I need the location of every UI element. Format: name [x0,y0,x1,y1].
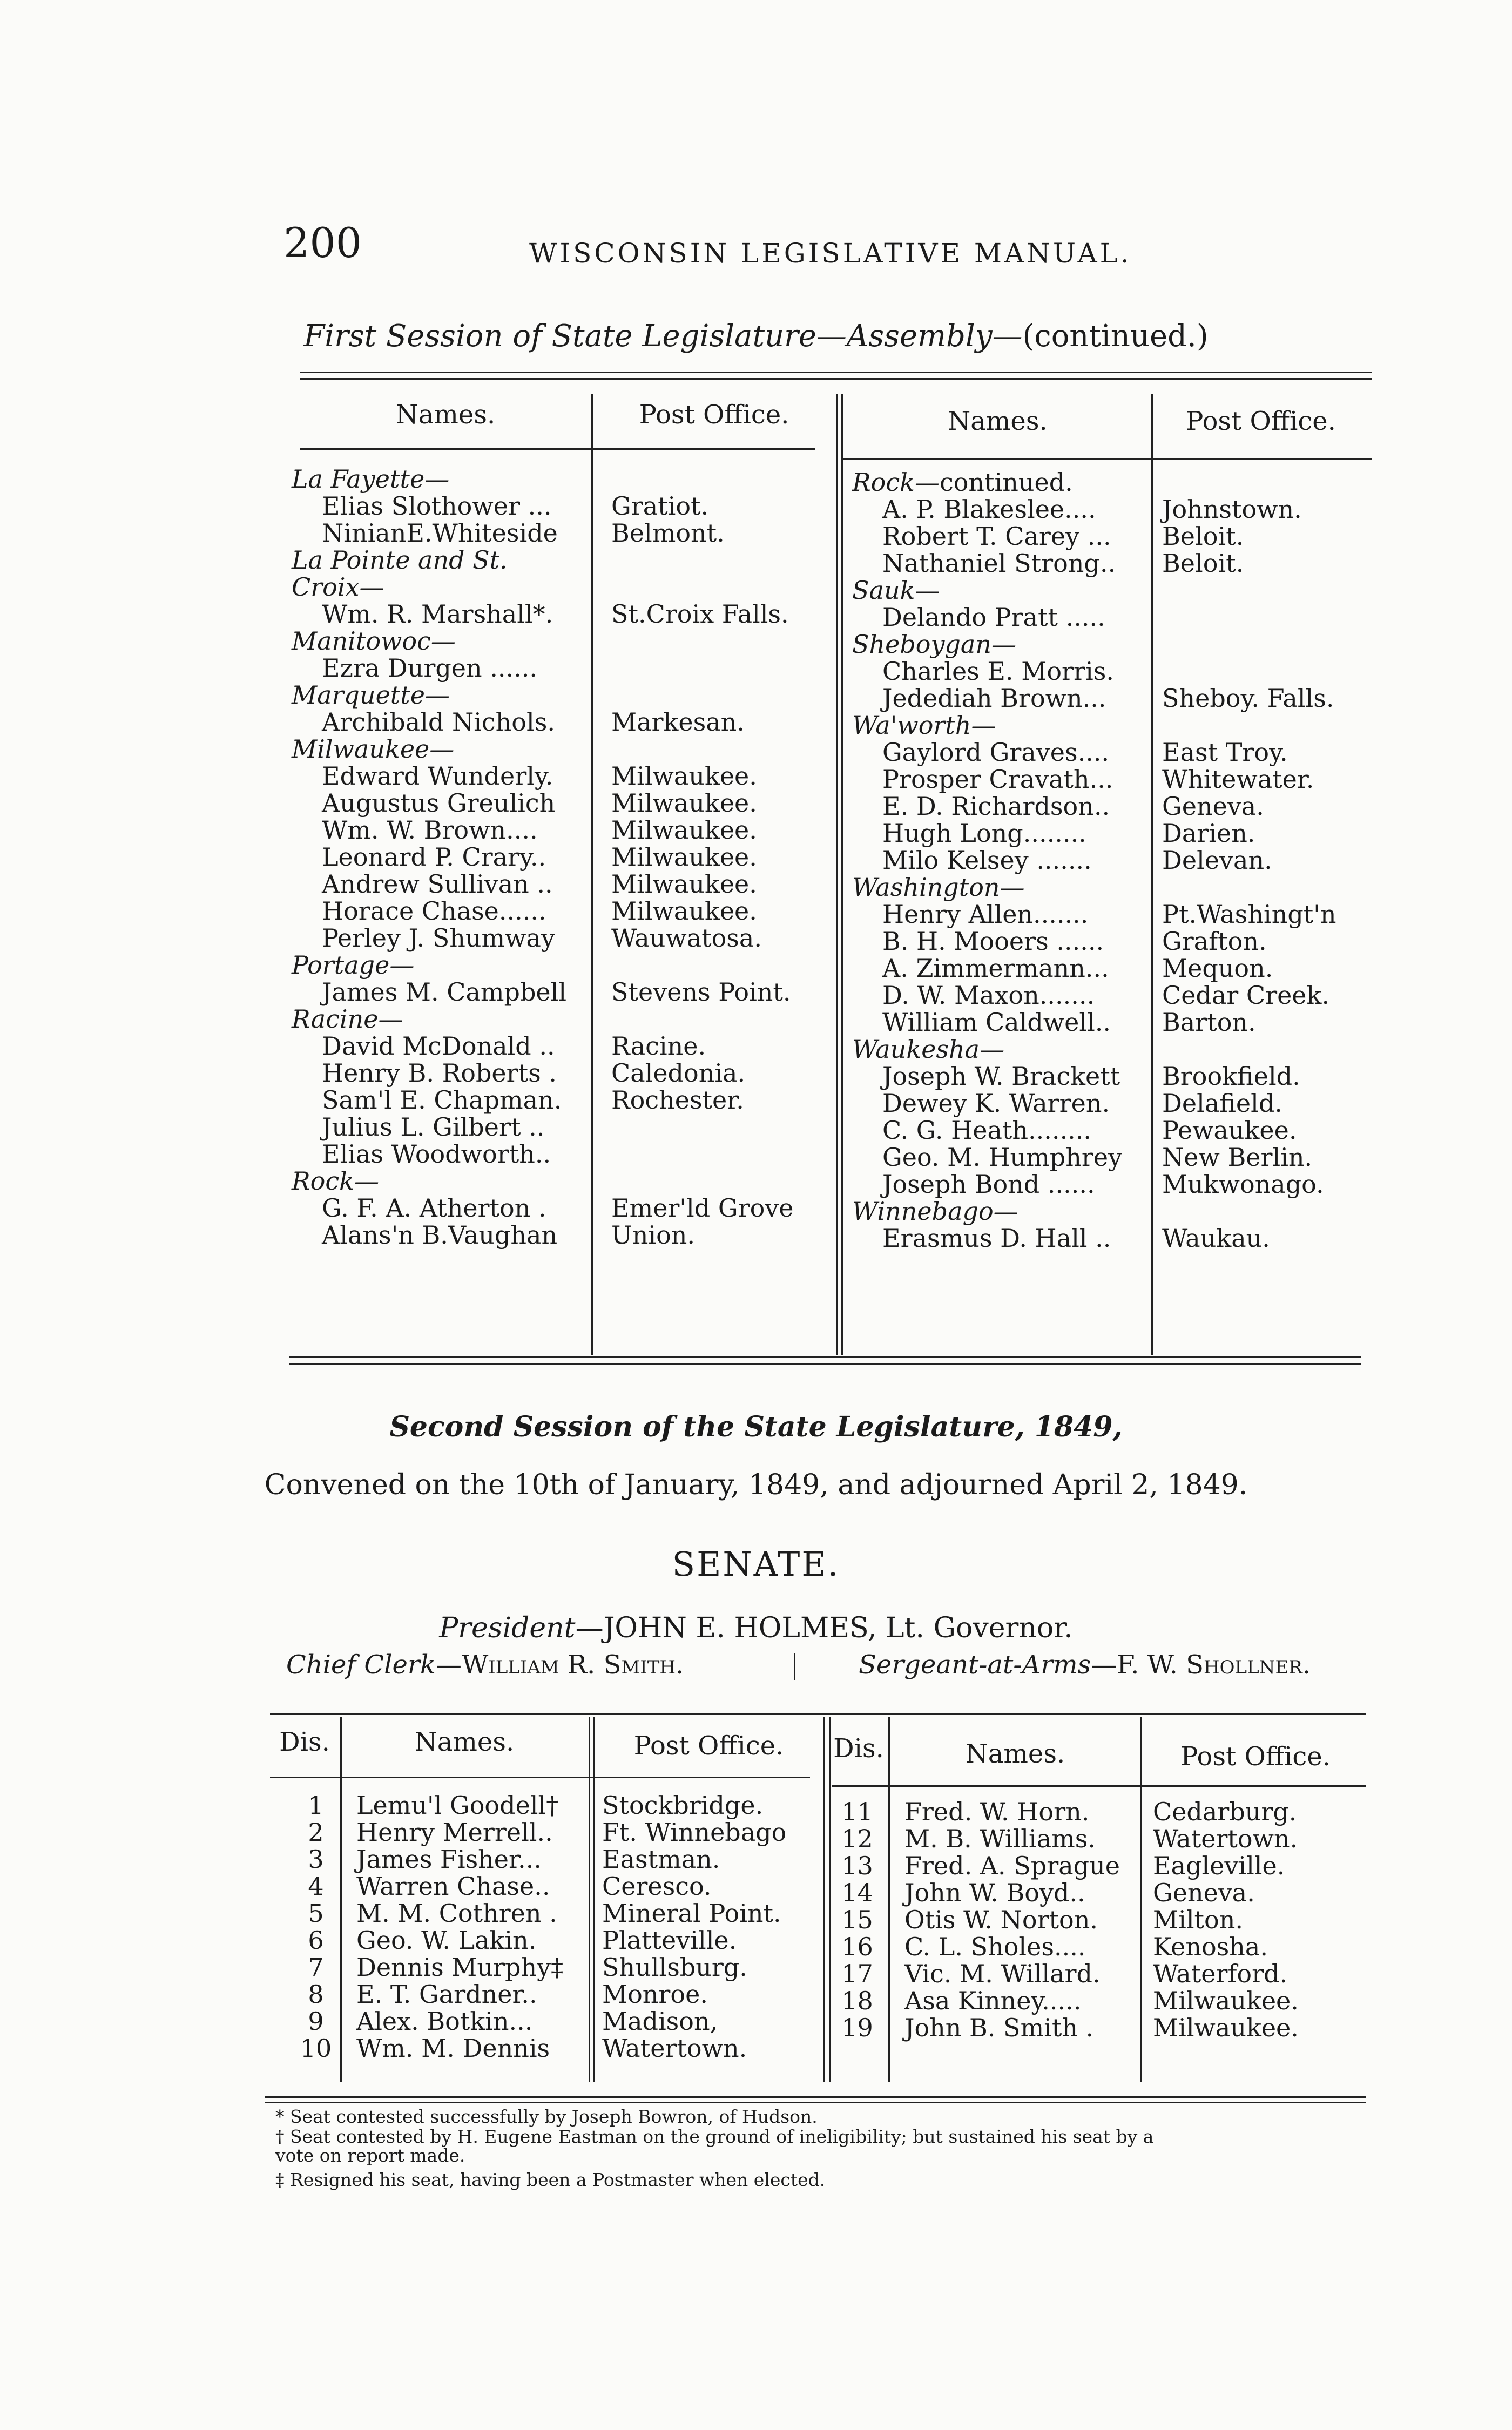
member-name: Edward Wunderly. [322,761,554,791]
post-office: Sheboy. Falls. [1162,684,1334,713]
member-name: Joseph Bond ...... [882,1170,1095,1199]
member-name: Henry Allen....... [882,900,1089,929]
senator-name: James Fisher... [356,1845,542,1874]
district-number: 18 [841,1986,873,2015]
post-office: Delevan. [1162,846,1272,875]
member-name: Geo. M. Humphrey [882,1143,1123,1172]
footnote-eastman: † Seat contested by H. Eugene Eastman on the ground of ineligibility; but sustained his seat by a [275,2126,1154,2147]
county-name: Portage— [292,950,415,980]
assembly-bottom-rule-2 [289,1363,1361,1365]
post-office [611,573,793,600]
post-office: Milwaukee. [611,761,757,791]
post-office [611,951,793,978]
county-name: La Pointe and St. [292,545,508,575]
page-number: 200 [284,219,362,267]
county-heading [292,1167,566,1194]
district-number: 15 [841,1905,873,1934]
post-office: Milwaukee. [611,896,757,926]
post-office [1162,1036,1336,1063]
post-office [1162,658,1336,685]
post-office: Watertown. [1153,1824,1298,1853]
senate-col-post-office-right: Post Office. [1180,1742,1331,1772]
post-office [611,654,793,681]
member-name: Milo Kelsey ....... [882,846,1092,875]
post-office: Waukau. [1162,1224,1270,1253]
senate-vrule-6 [888,1717,890,2082]
post-office [1162,1198,1336,1225]
county-heading [852,1198,1122,1225]
member-name: Henry B. Roberts . [322,1058,557,1088]
post-office: Pewaukee. [1162,1116,1297,1145]
post-office [1162,874,1336,901]
member-name: Perley J. Shumway [322,923,555,953]
post-office: Watertown. [602,2034,747,2063]
senator-name: Geo. W. Lakin. [356,1926,537,1955]
senate-right-names [905,1798,1120,2041]
member-name: Alans'n B.Vaughan [322,1220,558,1250]
post-office: Markesan. [611,707,745,737]
senator-name: John W. Boyd.. [905,1878,1085,1907]
member-name: Joseph W. Brackett [882,1062,1120,1091]
post-office: Stevens Point. [611,977,791,1007]
post-office [1162,604,1336,631]
county-name: Croix— [292,572,384,602]
assembly-vrule-3 [841,394,843,1355]
member-name: Elias Slothower ... [322,491,552,521]
district-number: 4 [308,1872,324,1901]
post-office: Whitewater. [1162,765,1314,794]
post-office: Beloit. [1162,522,1244,551]
post-office [611,1005,793,1032]
member-name: Sam'l E. Chapman. [322,1085,562,1115]
second-session-title: Second Session of the State Legislature, 1849, [389,1410,1123,1443]
senate-vrule-7 [1140,1717,1142,2082]
member-name: G. F. A. Atherton . [322,1193,546,1223]
senate-left-districts [292,1792,340,2062]
post-office: Johnstown. [1162,495,1302,524]
member-name: Leonard P. Crary.. [322,842,546,872]
senator-name: Fred. A. Sprague [905,1851,1120,1880]
post-office: Cedar Creek. [1162,981,1330,1010]
district-number: 19 [841,2013,873,2042]
district-number: 1 [308,1791,324,1820]
county-name: Marquette— [292,680,450,710]
senator-name: John B. Smith . [905,2013,1094,2042]
assembly-col-names-right: Names. [948,406,1048,436]
chief-clerk-label: Chief Clerk [286,1650,436,1680]
assembly-bottom-rule [289,1356,1361,1358]
county-name: La Fayette— [292,464,450,494]
district-number: 11 [841,1797,873,1826]
officer-separator [794,1653,795,1680]
senator-name: Henry Merrell.. [356,1818,553,1847]
assembly-caption-italic: First Session of State Legislature—Assembly— [303,319,1023,354]
county-name: Rock— [292,1166,379,1196]
county-heading [852,631,1122,658]
post-office: Ceresco. [602,1872,712,1901]
senate-left-names [356,1792,563,2062]
post-office [611,1140,793,1167]
senate-col-names-right: Names. [965,1739,1065,1769]
post-office: Geneva. [1162,792,1264,821]
senate-vrule-4 [824,1717,825,2082]
post-office: Milwaukee. [611,842,757,872]
post-office: Milwaukee. [611,869,757,899]
county-name: Manitowoc— [292,626,456,656]
senate-vrule-1 [340,1717,342,2082]
post-office: Brookfield. [1162,1062,1300,1091]
county-heading [292,546,566,573]
senator-name: Dennis Murphy‡ [356,1953,564,1982]
member-name: Dewey K. Warren. [882,1089,1110,1118]
county-name: Sauk— [852,576,940,605]
county-name: Sheboygan— [852,630,1016,659]
county-heading [852,1036,1122,1063]
county-name: Washington— [852,873,1025,902]
post-office [1162,469,1336,496]
county-continued: continued. [939,468,1073,497]
member-name: Delando Pratt ..... [882,603,1105,632]
post-office: Monroe. [602,1980,708,2009]
assembly-top-rule-2 [300,378,1372,380]
post-office: Emer'ld Grove [611,1193,794,1223]
district-number: 9 [308,2007,324,2036]
post-office [611,735,793,762]
member-name: Wm. W. Brown.... [322,815,538,845]
assembly-top-rule [300,372,1372,373]
post-office: Milwaukee. [611,788,757,818]
member-name: Archibald Nichols. [322,707,555,737]
member-name: David McDonald .. [322,1031,555,1061]
county-name: Waukesha— [852,1035,1005,1064]
post-office: Darien. [1162,819,1256,848]
member-name: Ezra Durgen ...... [322,653,537,683]
senator-name: C. L. Sholes.... [905,1932,1086,1961]
post-office: Delafield. [1162,1089,1282,1118]
senate-vrule-3 [593,1717,595,2082]
county-heading [852,577,1122,604]
member-name: Andrew Sullivan .. [322,869,553,899]
county-name: Milwaukee— [292,734,455,764]
member-name: William Caldwell.. [882,1008,1111,1037]
post-office: Mukwonago. [1162,1170,1324,1199]
post-office: Stockbridge. [602,1791,764,1820]
senate-right-districts [832,1798,883,2041]
assembly-vrule-1 [591,394,593,1355]
senator-name: Vic. M. Willard. [905,1959,1101,1988]
member-name: Elias Woodworth.. [322,1139,551,1169]
assembly-left-post-offices [611,465,793,1248]
county-heading [292,465,566,492]
chief-clerk-value: —William R. Smith. [435,1650,684,1680]
district-number: 6 [308,1926,324,1955]
district-number: 7 [308,1953,324,1982]
president-value: —JOHN E. HOLMES, Lt. Governor. [575,1612,1073,1644]
county-heading [292,681,566,708]
post-office: Racine. [611,1031,706,1061]
post-office: Milwaukee. [611,815,757,845]
post-office: Caledonia. [611,1058,746,1088]
senator-name: Alex. Botkin... [356,2007,533,2036]
member-name: C. G. Heath........ [882,1116,1092,1145]
president-label: President [439,1612,576,1644]
district-number: 3 [308,1845,324,1874]
footnote-eastman-cont: vote on report made. [275,2145,465,2166]
post-office [611,627,793,654]
senate-col-post-office: Post Office. [633,1731,784,1761]
post-office [1162,712,1336,739]
member-name: A. Zimmermann... [882,954,1109,983]
district-number: 13 [841,1851,873,1880]
county-heading [292,735,566,762]
member-name: Jedediah Brown... [882,684,1106,713]
post-office: Platteville. [602,1926,737,1955]
footnote-resigned: ‡ Resigned his seat, having been a Postmaster when elected. [275,2169,826,2190]
senate-bottom-rule [265,2096,1366,2098]
chief-clerk-line [286,1650,684,1680]
district-number: 8 [308,1980,324,2009]
post-office: East Troy. [1162,738,1288,767]
post-office: Milwaukee. [1153,1986,1299,2015]
member-name: Charles E. Morris. [882,657,1114,686]
senator-name: Lemu'l Goodell† [356,1791,559,1820]
post-office: Mequon. [1162,954,1273,983]
county-heading [292,951,566,978]
assembly-right-names [852,469,1122,1252]
post-office: Pt.Washingt'n [1162,900,1336,929]
assembly-header-rule-left [300,448,815,450]
county-name: Rock— [852,468,940,497]
running-title: WISCONSIN LEGISLATIVE MANUAL. [529,238,1132,269]
post-office: Cedarburg. [1153,1797,1297,1826]
member-name: Robert T. Carey ... [882,522,1111,551]
sergeant-line [859,1650,1311,1680]
county-heading [852,712,1122,739]
post-office: Beloit. [1162,549,1244,578]
post-office: Gratiot. [611,491,709,521]
county-name: Winnebago— [852,1197,1018,1226]
senator-name: Fred. W. Horn. [905,1797,1090,1826]
post-office: Milwaukee. [1153,2013,1299,2042]
district-number: 16 [841,1932,873,1961]
post-office: Eastman. [602,1845,720,1874]
district-number: 14 [841,1878,873,1907]
assembly-left-names [292,465,566,1248]
post-office: New Berlin. [1162,1143,1313,1172]
member-name: Gaylord Graves.... [882,738,1110,767]
post-office: Waterford. [1153,1959,1288,1988]
assembly-caption-tail: (continued.) [1022,319,1209,354]
post-office [611,1113,793,1140]
assembly-col-post-office: Post Office. [639,400,789,430]
post-office: Shullsburg. [602,1953,747,1982]
assembly-right-post-offices [1162,469,1336,1252]
senator-name: E. T. Gardner.. [356,1980,537,2009]
senator-name: M. M. Cothren . [356,1899,557,1928]
post-office: Geneva. [1153,1878,1255,1907]
senate-col-names: Names. [414,1727,515,1757]
member-name: Erasmus D. Hall .. [882,1224,1111,1253]
senate-vrule-5 [829,1717,831,2082]
president-line [0,1612,1512,1644]
district-number: 2 [308,1818,324,1847]
assembly-vrule-4 [1151,394,1153,1355]
convened-line: Convened on the 10th of January, 1849, and adjourned April 2, 1849. [264,1469,1248,1501]
post-office: Grafton. [1162,927,1267,956]
senator-name: Asa Kinney..... [905,1986,1082,2015]
senator-name: Otis W. Norton. [905,1905,1098,1934]
district-number: 5 [308,1899,324,1928]
post-office: Kenosha. [1153,1932,1268,1961]
county-heading [852,874,1122,901]
post-office: Milton. [1153,1905,1243,1934]
member-name: Nathaniel Strong.. [882,549,1116,578]
post-office: Eagleville. [1153,1851,1285,1880]
member-name: Horace Chase...... [322,896,546,926]
senator-name: M. B. Williams. [905,1824,1096,1853]
senate-top-rule [270,1713,1366,1714]
post-office: Mineral Point. [602,1899,781,1928]
member-name: A. P. Blakeslee.... [882,495,1096,524]
county-heading [852,469,1122,496]
senate-heading: SENATE. [672,1544,840,1584]
post-office: Belmont. [611,518,725,548]
county-name: Racine— [292,1004,403,1034]
member-name: Augustus Greulich [322,788,556,818]
senate-right-post-offices [1153,1798,1299,2041]
post-office [611,681,793,708]
assembly-col-names: Names. [395,400,496,430]
member-name: Julius L. Gilbert .. [322,1112,545,1142]
member-name: D. W. Maxon....... [882,981,1095,1010]
post-office [611,465,793,492]
footnote-seat-contested: * Seat contested successfully by Joseph Bowron, of Hudson. [275,2106,818,2127]
county-heading [292,573,566,600]
post-office: Barton. [1162,1008,1256,1037]
county-name: Wa'worth— [852,711,996,740]
assembly-caption [0,319,1512,354]
assembly-vrule-2 [836,394,838,1355]
member-name: Hugh Long........ [882,819,1086,848]
post-office: Ft. Winnebago [602,1818,787,1847]
member-name: Prosper Cravath... [882,765,1113,794]
post-office: Union. [611,1220,696,1250]
senate-vrule-2 [589,1717,590,2082]
county-heading [292,627,566,654]
post-office [611,1167,793,1194]
member-name: Wm. R. Marshall*. [322,599,554,629]
post-office: Wauwatosa. [611,923,762,953]
senate-col-dis-right: Dis. [833,1733,884,1764]
district-number: 12 [841,1824,873,1853]
senate-col-dis: Dis. [279,1727,330,1757]
member-name: E. D. Richardson.. [882,792,1110,821]
sergeant-label: Sergeant-at-Arms [859,1650,1091,1680]
post-office [611,546,793,573]
post-office [1162,631,1336,658]
senator-name: Warren Chase.. [356,1872,550,1901]
member-name: James M. Campbell [322,977,567,1007]
member-name: NinianE.Whiteside [322,518,558,548]
sergeant-value: —F. W. Shollner. [1091,1650,1311,1680]
senator-name: Wm. M. Dennis [356,2034,550,2063]
senate-header-rule-right [832,1785,1366,1787]
senate-header-rule-left [270,1777,810,1778]
assembly-header-rule-right [842,458,1372,460]
district-number: 17 [841,1959,873,1988]
post-office: St.Croix Falls. [611,599,789,629]
district-number: 10 [300,2034,332,2063]
senate-bottom-rule-2 [265,2102,1366,2103]
assembly-col-post-office-right: Post Office. [1186,406,1336,436]
county-heading [292,1005,566,1032]
member-name: B. H. Mooers ...... [882,927,1104,956]
post-office: Madison, [602,2007,718,2036]
post-office: Rochester. [611,1085,744,1115]
post-office [1162,577,1336,604]
senate-left-post-offices [602,1792,786,2062]
